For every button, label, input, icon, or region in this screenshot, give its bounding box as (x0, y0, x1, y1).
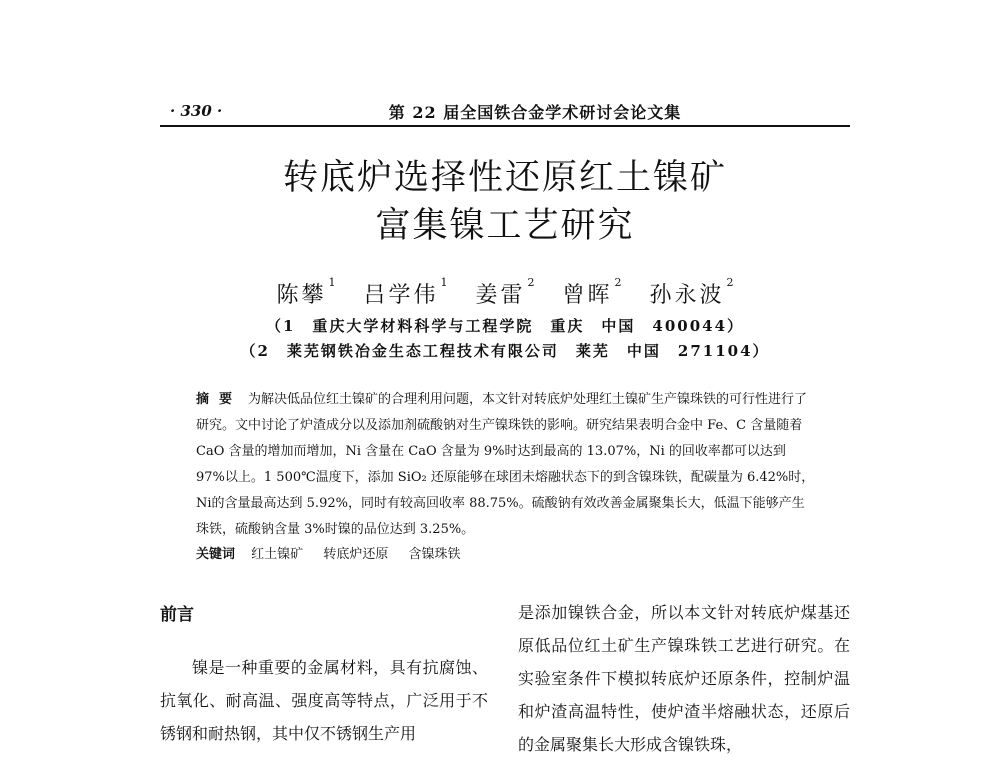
author-name: 孙永波 (649, 283, 725, 308)
running-header: 第 22 届全国铁合金学术研讨会论文集 (388, 103, 682, 122)
author (363, 276, 465, 308)
paper-title-line-1: 转底炉选择性还原红土镍矿 (282, 158, 727, 198)
body-column-right: 是添加镍铁合金，所以本文针对转底炉煤基还原低品位红土矿生产镍珠铁工艺进行研究。在实验室条件下模拟转底炉还原条件，控制炉温和炉渣高温特性，使炉渣半熔融状态，还原后的金属聚集长大形成含镍铁珠， (518, 603, 850, 754)
author-name: 姜雷 (475, 283, 526, 308)
keyword: 转底炉还原 (323, 547, 389, 562)
affiliation-2: （2 莱芜钢铁冶金生态工程技术有限公司 莱芜 中国 271104） (240, 342, 770, 360)
section-title: 前言 (160, 605, 194, 625)
author-affiliation-mark: 2 (614, 276, 622, 289)
header-rule (160, 125, 850, 127)
keyword: 含镍珠铁 (408, 547, 461, 562)
author (475, 276, 552, 308)
page-number: · 330 · (170, 102, 223, 120)
author-affiliation-mark: 1 (328, 276, 336, 289)
keyword: 红土镍矿 (251, 547, 304, 562)
author-affiliation-mark: 2 (527, 276, 535, 289)
author-name: 吕学伟 (363, 283, 439, 308)
author (276, 276, 353, 308)
body-column-left: 镍是一种重要的金属材料，具有抗腐蚀、抗氧化、耐高温、强度高等特点，广泛用于不锈钢和耐热钢，其中仅不锈钢生产用 (160, 658, 488, 743)
affiliation-1: （1 重庆大学材料科学与工程学院 重庆 中国 400044） (265, 317, 745, 335)
author (562, 276, 640, 308)
abstract (196, 387, 816, 543)
author-affiliation-mark: 1 (440, 276, 448, 289)
paper-title-line-2: 富集镍工艺研究 (375, 206, 635, 246)
keywords (196, 543, 816, 562)
keywords-label: 关键词 (196, 547, 236, 562)
abstract-label: 摘要 (196, 392, 243, 407)
author-name: 曾晖 (562, 283, 613, 308)
author-list (200, 278, 810, 309)
author (649, 276, 734, 308)
author-affiliation-mark: 2 (726, 276, 734, 289)
abstract-text: 为解决低品位红土镍矿的合理利用问题，本文针对转底炉处理红土镍矿生产镍珠铁的可行性进行了研究。文中讨论了炉渣成分以及添加剂硫酸钠对生产镍珠铁的影响。研究结果表明合金中 Fe、C 含量随着 CaO 含量的增加而增加，Ni 含量在 CaO 含量为 9%时达到最高的 13.07%，Ni 的回收率都可以达到 97%以上。1 500℃温度下，添加 SiO₂ 还原能够在球团未熔融状态下的到含镍珠铁，配碳量为 6.42%时，Ni的含量最高达到 5.92%，同时有较高回收率 88.75%。硫酸钠有效改善金属聚集长大，低温下能够产生珠铁，硫酸钠含量 3%时镍的品位达到 3.25%。 (196, 392, 815, 537)
author-name: 陈攀 (276, 283, 327, 308)
